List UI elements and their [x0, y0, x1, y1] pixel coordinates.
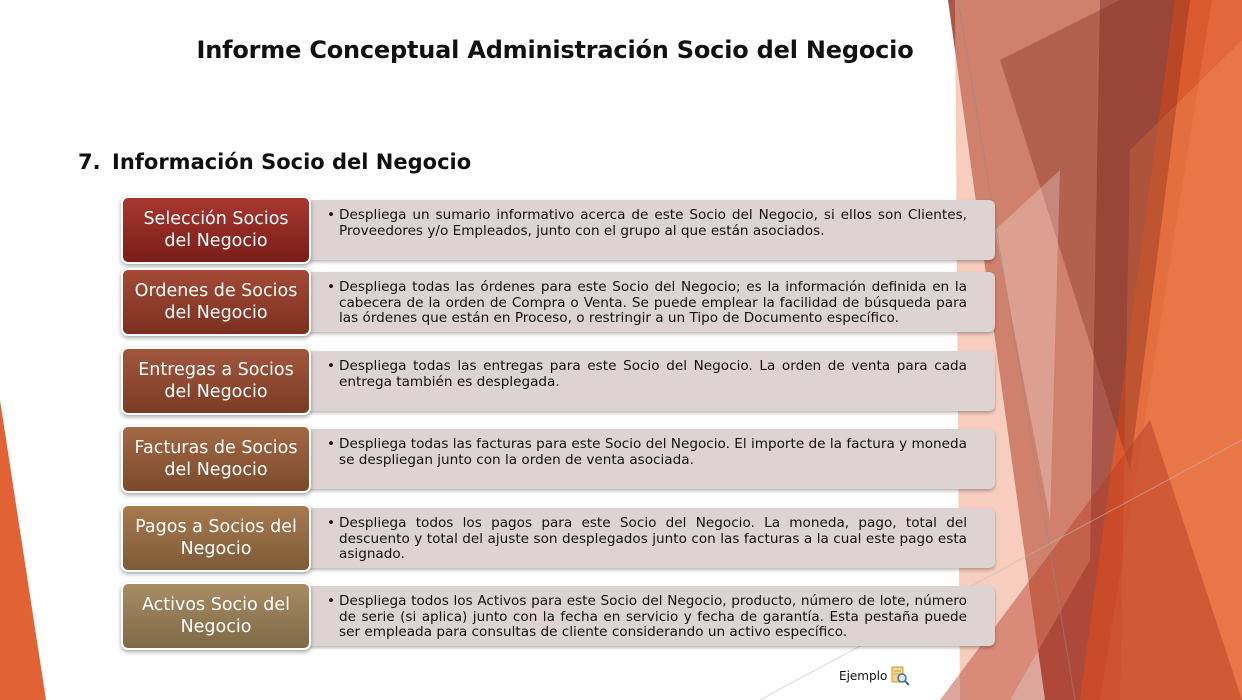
label-pagos-socios: Pagos a Socios del Negocio	[121, 504, 311, 572]
section-number: 7.	[78, 150, 101, 174]
description-text: • Despliega todas las facturas para este Socio del Negocio. El importe de la factura y moneda se despliegan junto con la orden de venta asociada.	[327, 437, 967, 468]
description-text: • Despliega todos los pagos para este Socio del Negocio. La moneda, pago, total del descuento y total del ajuste son desplegados junto con las facturas a la cual este pago esta asignado.	[327, 516, 967, 563]
description-text: • Despliega un sumario informativo acerca de este Socio del Negocio, si ellos son Clientes, Proveedores y/o Empleados, junto con el grupo al que están asociados.	[327, 208, 967, 239]
description-panel	[291, 508, 995, 568]
label-ordenes-socios: Ordenes de Socios del Negocio	[121, 268, 311, 336]
list-row-entregas	[121, 347, 995, 415]
slide-title: Informe Conceptual Administración Socio del Negocio	[196, 36, 914, 64]
description-panel	[291, 272, 995, 332]
description-text: • Despliega todos los Activos para este Socio del Negocio, producto, número de lote, número de serie (si aplica) junto con la fecha en servicio y fecha de garantía. Esta pestaña puede ser empleada para consultas de cliente considerando un activo específico.	[327, 594, 967, 641]
ejemplo-link[interactable]	[839, 666, 910, 686]
description-text: • Despliega todas las órdenes para este Socio del Negocio; es la información definida en la cabecera de la orden de Compra o Venta. Se puede emplear la facilidad de búsqueda para las órdenes que están en Proceso, o restringir a un Tipo de Documento específico.	[327, 280, 967, 327]
description-text: • Despliega todas las entregas para este Socio del Negocio. La orden de venta para cada entrega también es desplegada.	[327, 359, 967, 390]
list-row-activos	[121, 582, 995, 650]
label-activos-socio: Activos Socio del Negocio	[121, 582, 311, 650]
description-panel	[291, 586, 995, 646]
list-row-pagos	[121, 504, 995, 572]
ejemplo-label: Ejemplo	[839, 669, 888, 683]
label-facturas-socios: Facturas de Socios del Negocio	[121, 425, 311, 493]
section-title: Información Socio del Negocio	[112, 150, 472, 174]
list-row-ordenes	[121, 268, 995, 336]
section-heading	[78, 150, 471, 174]
description-panel	[291, 351, 995, 411]
magnifier-icon	[890, 666, 910, 686]
description-panel	[291, 429, 995, 489]
label-entregas-socios: Entregas a Socios del Negocio	[121, 347, 311, 415]
list-row-facturas	[121, 425, 995, 493]
description-panel	[291, 200, 995, 260]
list-row-seleccion	[121, 196, 995, 264]
label-seleccion-socios: Selección Socios del Negocio	[121, 196, 311, 264]
